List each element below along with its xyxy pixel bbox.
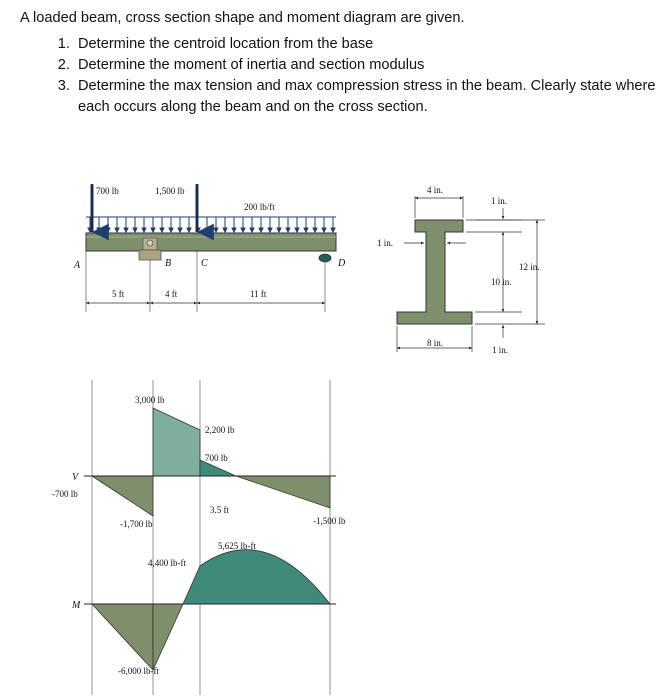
- total-height-label: 12 in.: [519, 262, 540, 272]
- moment-region-bc: [153, 604, 183, 670]
- udl-arrow-head: [268, 228, 272, 232]
- support-b-label: B: [165, 258, 172, 269]
- udl-arrow-head: [277, 228, 281, 232]
- top-flange-thickness-label: 1 in.: [491, 196, 508, 206]
- support-d-label: D: [338, 258, 346, 269]
- udl-arrow-head: [241, 228, 245, 232]
- moment-region-ab: [92, 604, 153, 670]
- distributed-load-label: 200 lb/ft: [244, 202, 275, 212]
- shear-label-neg700: -700 lb: [52, 489, 78, 499]
- point-load-1500-label: 1,500 lb: [155, 186, 185, 196]
- support-c-label: C: [201, 258, 208, 269]
- shear-axis-label: V: [72, 472, 79, 483]
- udl-arrow-head: [286, 228, 290, 232]
- bottom-flange-thickness-label: 1 in.: [492, 345, 509, 355]
- shear-region-cd: [236, 476, 330, 508]
- udl-arrow-head: [313, 228, 317, 232]
- shear-label-2200: 2,200 lb: [205, 425, 235, 435]
- moment-region-cd: [183, 550, 330, 604]
- shear-label-neg1500: -1,500 lb: [313, 516, 346, 526]
- udl-arrow-head: [250, 228, 254, 232]
- udl-arrow-head: [160, 228, 164, 232]
- moment-label-neg6000: -6,000 lb-ft: [118, 666, 159, 676]
- udl-arrow-head: [115, 228, 119, 232]
- shear-label-700: 700 lb: [205, 453, 228, 463]
- problem-title: A loaded beam, cross section shape and moment diagram are given.: [20, 10, 465, 26]
- udl-arrow-head: [133, 228, 137, 232]
- moment-label-4400: 4,400 lb-ft: [148, 558, 186, 568]
- span-ab-label: 5 ft: [112, 289, 125, 299]
- beam-diagram: [73, 184, 346, 312]
- shear-label-3-5ft: 3.5 ft: [210, 505, 229, 515]
- udl-arrow-head: [205, 228, 209, 232]
- task-item: 1. Determine the centroid location from the base: [74, 34, 664, 55]
- i-beam-shape-icon: [397, 220, 472, 324]
- moment-label-5625: 5,625 lb-ft: [218, 541, 256, 551]
- udl-arrow-head: [331, 228, 335, 232]
- shear-label-neg1700: -1,700 lb: [120, 519, 153, 529]
- web-thickness-label: 1 in.: [377, 238, 394, 248]
- shear-label-3000: 3,000 lb: [135, 395, 165, 405]
- shear-region-ab: [92, 476, 153, 516]
- udl-arrow-head: [106, 228, 110, 232]
- moment-axis-label: M: [72, 600, 81, 611]
- shear-moment-diagrams: [52, 380, 346, 695]
- support-d-icon: [319, 254, 331, 262]
- udl-arrow-head: [223, 228, 227, 232]
- top-flange-width-label: 4 in.: [427, 185, 444, 195]
- span-cd-label: 11 ft: [250, 289, 267, 299]
- udl-arrow-head: [97, 228, 101, 232]
- support-a-label: A: [74, 260, 81, 271]
- udl-arrow-head: [187, 228, 191, 232]
- udl-arrow-head: [151, 228, 155, 232]
- udl-arrow-head: [322, 228, 326, 232]
- task-item: 3. Determine the max tension and max compression stress in the beam. Clearly state where each occurs along the beam and on the cross section.: [74, 76, 664, 118]
- shear-region-bc: [153, 408, 200, 476]
- task-item: 2. Determine the moment of inertia and section modulus: [74, 55, 664, 76]
- udl-arrow-head: [214, 228, 218, 232]
- beam-body: [86, 233, 336, 251]
- udl-arrow-head: [169, 228, 173, 232]
- udl-arrow-head: [304, 228, 308, 232]
- distributed-load-arrows: [86, 217, 336, 232]
- cross-section: [377, 185, 545, 355]
- web-height-label: 10 in.: [491, 277, 512, 287]
- udl-arrow-head: [142, 228, 146, 232]
- udl-arrow-head: [295, 228, 299, 232]
- udl-arrow-head: [178, 228, 182, 232]
- udl-arrow-head: [124, 228, 128, 232]
- udl-arrow-head: [232, 228, 236, 232]
- point-load-700-label: 700 lb: [96, 186, 119, 196]
- udl-arrow-head: [259, 228, 263, 232]
- bottom-flange-width-label: 8 in.: [427, 338, 444, 348]
- span-bc-label: 4 ft: [165, 289, 178, 299]
